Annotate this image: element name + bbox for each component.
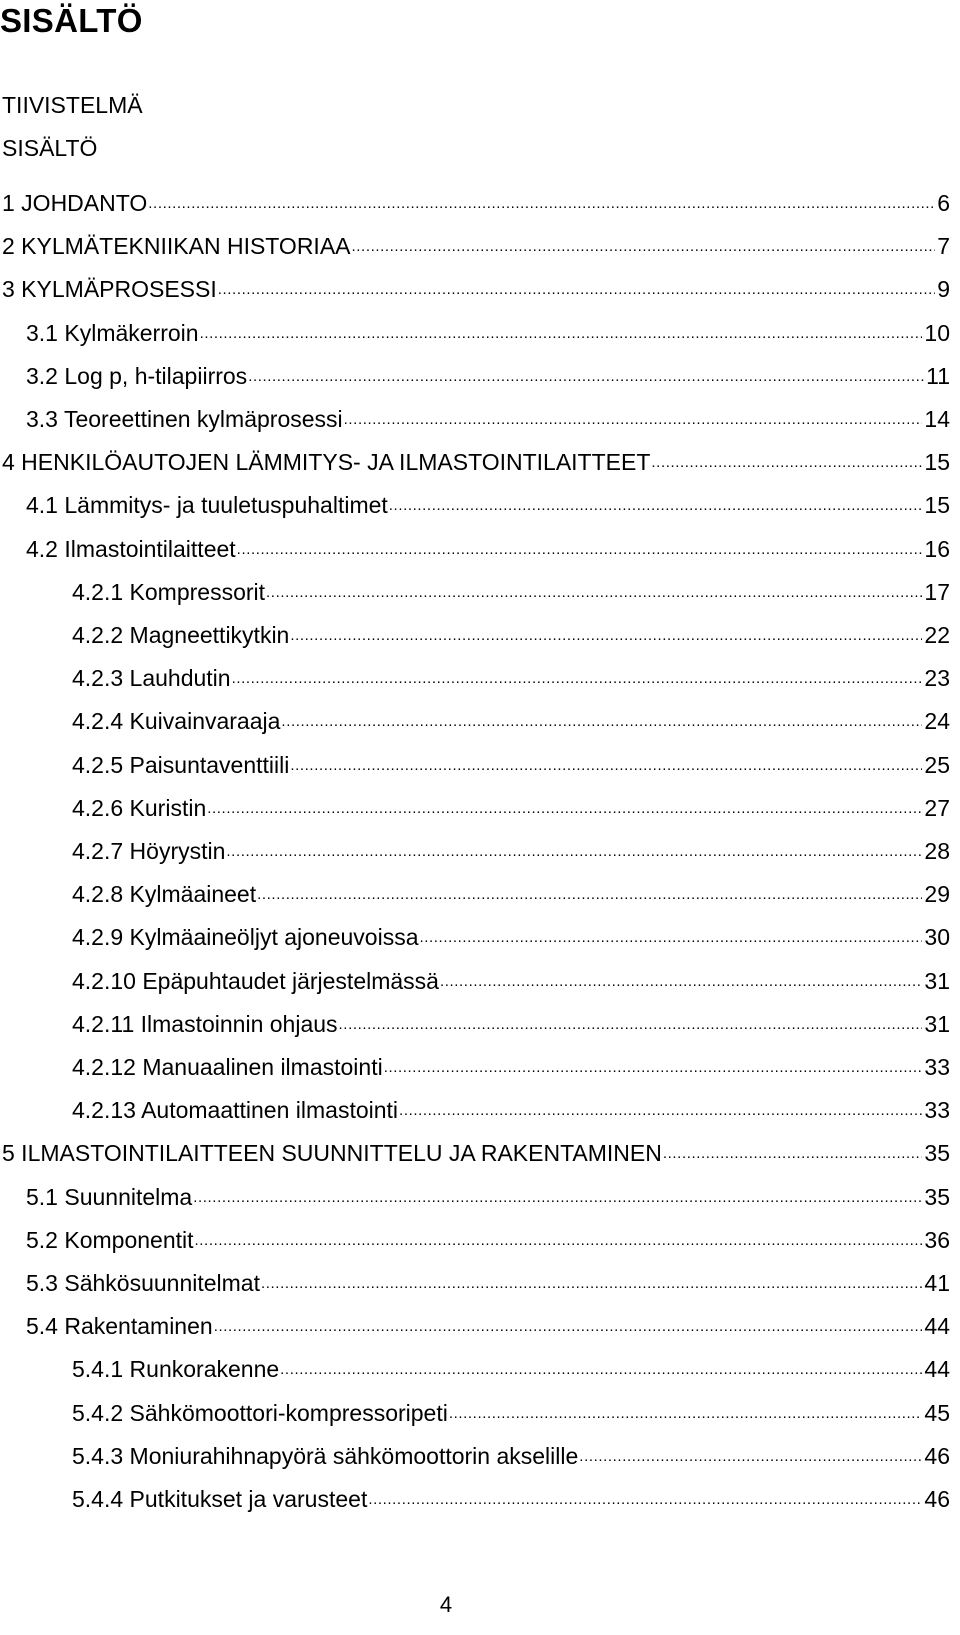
dot-leader [193,1190,922,1205]
toc-entry-label: 3 KYLMÄPROSESSI [2,276,217,302]
toc-entry[interactable] [26,1268,950,1298]
toc-entry-label: 5.3 Sähkösuunnitelmat [26,1270,260,1296]
toc-entry[interactable] [26,490,950,520]
toc-entry-page: 33 [924,1097,950,1123]
dot-leader [579,1449,922,1464]
toc-entry[interactable] [2,188,950,218]
dot-leader [339,1017,923,1032]
toc-entry-label: 4.2.9 Kylmäaineöljyt ajoneuvoissa [72,924,419,950]
toc-entry-label: 4.1 Lämmitys- ja tuuletuspuhaltimet [26,492,388,518]
dot-leader [384,1060,923,1075]
toc-entry-label: 5 ILMASTOINTILAITTEEN SUUNNITTELU JA RAKENTAMINEN [2,1140,662,1166]
toc-entry-label: 4.2.3 Lauhdutin [72,665,231,691]
toc-entry-page: 10 [924,320,950,346]
toc-entry-label: 4.2.6 Kuristin [72,795,207,821]
toc-entry-page: 31 [924,1011,950,1037]
toc-entry-page: 30 [924,924,950,950]
toc-entry[interactable] [72,577,950,607]
dot-leader [207,801,922,816]
dot-leader [290,628,922,643]
toc-entry[interactable] [72,1398,950,1428]
dot-leader [280,1362,922,1377]
toc-entry-page: 46 [924,1443,950,1469]
dot-leader [226,844,922,859]
toc-entry-label: 4.2.13 Automaattinen ilmastointi [72,1097,399,1123]
toc-entry[interactable] [26,534,950,564]
dot-leader [290,758,922,773]
toc-entry[interactable] [72,1052,950,1082]
page-number: 4 [439,1592,453,1617]
toc-entry-label: 5.4.2 Sähkömoottori-kompressoripeti [72,1400,448,1426]
toc-entry[interactable] [72,663,950,693]
toc-entry-label: 5.4.4 Putkitukset ja varusteet [72,1486,368,1512]
toc-entry[interactable] [72,966,950,996]
toc-entry-page: 11 [926,363,950,389]
toc-entry-page: 27 [924,795,950,821]
toc-entry-label: 3.3 Teoreettinen kylmäprosessi [26,406,343,432]
dot-leader [281,714,922,729]
page-title: SISÄLTÖ [0,2,143,39]
dot-leader [399,1103,922,1118]
dot-leader [449,1406,923,1421]
dot-leader [261,1276,922,1291]
toc-entry-label: 5.4.3 Moniurahihnapyörä sähkömoottorin akselille [72,1443,579,1469]
dot-leader [195,1233,923,1248]
toc-entry-page: 7 [937,233,950,259]
dot-leader [248,369,924,384]
dot-leader [651,455,922,470]
toc-entry[interactable] [72,1009,950,1039]
toc-entry-page: 33 [924,1054,950,1080]
toc-entry-label: 5.1 Suunnitelma [26,1184,193,1210]
toc-entry[interactable] [72,1354,950,1384]
toc-entry[interactable] [72,1095,950,1125]
toc-entry[interactable] [2,1138,950,1168]
toc-entry-page: 44 [924,1356,950,1382]
toc-entry-label: 4.2.8 Kylmäaineet [72,881,257,907]
dot-leader [148,196,935,211]
front-matter-contents: SISÄLTÖ [2,135,98,161]
dot-leader [352,239,936,254]
toc-entry-label: 3.2 Log p, h-tilapiirros [26,363,248,389]
dot-leader [266,585,922,600]
dot-leader [200,326,923,341]
toc-entry-page: 46 [924,1486,950,1512]
toc-entry-page: 17 [924,579,950,605]
dot-leader [257,887,922,902]
toc-entry[interactable] [72,836,950,866]
toc-entry-label: 4.2.1 Kompressorit [72,579,266,605]
toc-entry-page: 24 [924,708,950,734]
toc-entry[interactable] [26,361,950,391]
toc-entry[interactable] [72,750,950,780]
toc-entry-label: 4 HENKILÖAUTOJEN LÄMMITYS- JA ILMASTOINTILAITTEET [2,449,651,475]
toc-entry-page: 9 [937,276,950,302]
toc-entry[interactable] [2,274,950,304]
toc-entry[interactable] [26,1311,950,1341]
toc-entry[interactable] [72,1484,950,1514]
toc-entry-page: 16 [924,536,950,562]
toc-entry-label: 4.2.11 Ilmastoinnin ohjaus [72,1011,338,1037]
toc-entry[interactable] [26,1182,950,1212]
toc-entry-page: 36 [924,1227,950,1253]
dot-leader [232,671,923,686]
dot-leader [663,1146,923,1161]
dot-leader [218,282,935,297]
toc-entry-page: 14 [924,406,950,432]
toc-entry[interactable] [72,793,950,823]
toc-entry-label: 4.2.2 Magneettikytkin [72,622,290,648]
dot-leader [419,930,922,945]
toc-entry-page: 15 [924,449,950,475]
front-matter-abstract: TIIVISTELMÄ [2,92,143,118]
toc-entry-label: 4.2 Ilmastointilaitteet [26,536,236,562]
dot-leader [368,1492,922,1507]
toc-entry-page: 28 [924,838,950,864]
toc-entry-page: 6 [937,190,950,216]
toc-entry-label: 3.1 Kylmäkerroin [26,320,199,346]
toc-entry-page: 45 [924,1400,950,1426]
toc-entry[interactable] [26,1225,950,1255]
toc-entry-label: 4.2.7 Höyrystin [72,838,226,864]
toc-entry-page: 35 [924,1184,950,1210]
toc-entry-label: 5.4 Rakentaminen [26,1313,213,1339]
toc-entry[interactable] [72,922,950,952]
toc-entry[interactable] [2,231,950,261]
dot-leader [440,974,922,989]
dot-leader [389,498,923,513]
toc-entry-page: 35 [924,1140,950,1166]
dot-leader [214,1319,923,1334]
dot-leader [237,542,923,557]
toc-entry-label: 5.2 Komponentit [26,1227,194,1253]
toc-entry-label: 5.4.1 Runkorakenne [72,1356,280,1382]
toc-entry[interactable] [2,447,950,477]
toc-entry-label: 4.2.5 Paisuntaventtiili [72,752,290,778]
toc-entry[interactable] [26,318,950,348]
toc-entry-page: 44 [924,1313,950,1339]
toc-entry-label: 4.2.4 Kuivainvaraaja [72,708,281,734]
toc-entry[interactable] [26,404,950,434]
toc-entry-page: 41 [924,1270,950,1296]
toc-entry[interactable] [72,620,950,650]
toc-entry-label: 4.2.12 Manuaalinen ilmastointi [72,1054,383,1080]
toc-entry[interactable] [72,706,950,736]
toc-entry-label: 2 KYLMÄTEKNIIKAN HISTORIAA [2,233,351,259]
toc-entry[interactable] [72,1441,950,1471]
toc-entry-page: 22 [924,622,950,648]
toc-entry-page: 29 [924,881,950,907]
toc-entry-label: 1 JOHDANTO [2,190,148,216]
toc-entry[interactable] [72,879,950,909]
toc-entry-page: 15 [924,492,950,518]
toc-entry-page: 23 [924,665,950,691]
toc-entry-page: 31 [924,968,950,994]
toc-entry-label: 4.2.10 Epäpuhtaudet järjestelmässä [72,968,439,994]
dot-leader [344,412,923,427]
toc-entry-page: 25 [924,752,950,778]
